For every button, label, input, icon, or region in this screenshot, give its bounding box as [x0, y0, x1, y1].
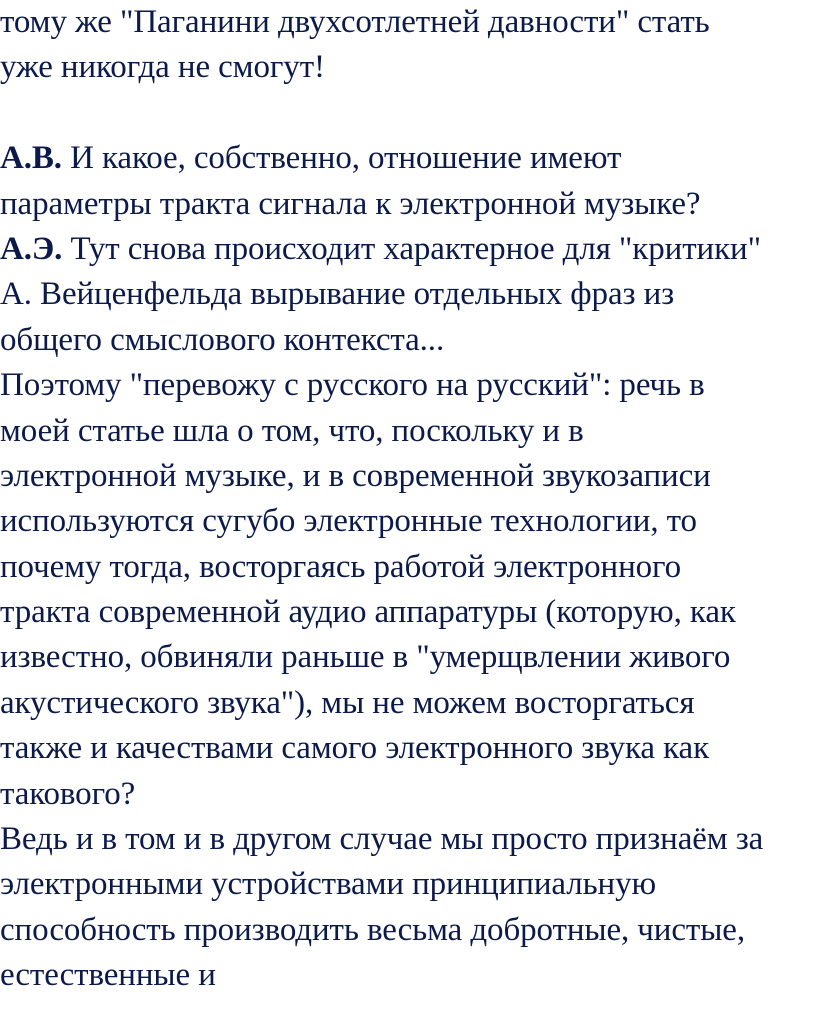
text-line: почему тогда, восторгаясь работой электронного: [0, 548, 682, 585]
text-line: А. Вейценфельда вырывание отдельных фраз из: [0, 276, 675, 313]
paragraph-spacer: [0, 91, 816, 136]
text-line: естественные и: [0, 957, 216, 994]
text-line: моей статье шла о том, что, поскольку и в: [0, 412, 584, 449]
text-line: уже никогда не смогут!: [0, 49, 325, 86]
text-line: используются сугубо электронные технологии, то: [0, 503, 697, 540]
text-line: способность производить весьма добротные, чистые,: [0, 911, 745, 948]
text-line: также и качествами самого электронного звука как: [0, 730, 710, 767]
question-line: [0, 136, 816, 181]
speaker-label-ae: А.Э.: [0, 230, 63, 267]
text-line: такового?: [0, 775, 136, 812]
text-line: тракта современной аудио аппаратуры (которую, как: [0, 594, 736, 631]
text-line: параметры тракта сигнала к электронной музыке?: [0, 185, 701, 222]
text-line: известно, обвиняли раньше в "умерщвлении живого: [0, 639, 731, 676]
text-line: Поэтому "перевожу с русского на русский": речь в: [0, 367, 705, 404]
text-line: Ведь и в том и в другом случае мы просто признаём за: [0, 821, 764, 858]
text-line: электронной музыке, и в современной звукозаписи: [0, 457, 711, 494]
text-line: общего смыслового контекста...: [0, 321, 445, 358]
question-text: И какое, собственно, отношение имеют: [61, 140, 622, 177]
answer-line: [0, 227, 816, 272]
answer-text: Тут снова происходит характерное для "критики": [62, 230, 761, 267]
speaker-label-av: А.В.: [0, 140, 62, 177]
text-line: акустического звука"), мы не можем восторгаться: [0, 684, 695, 721]
text-line: тому же "Паганини двухсотлетней давности" стать: [0, 4, 710, 40]
text-line: электронными устройствами принципиальную: [0, 866, 657, 903]
